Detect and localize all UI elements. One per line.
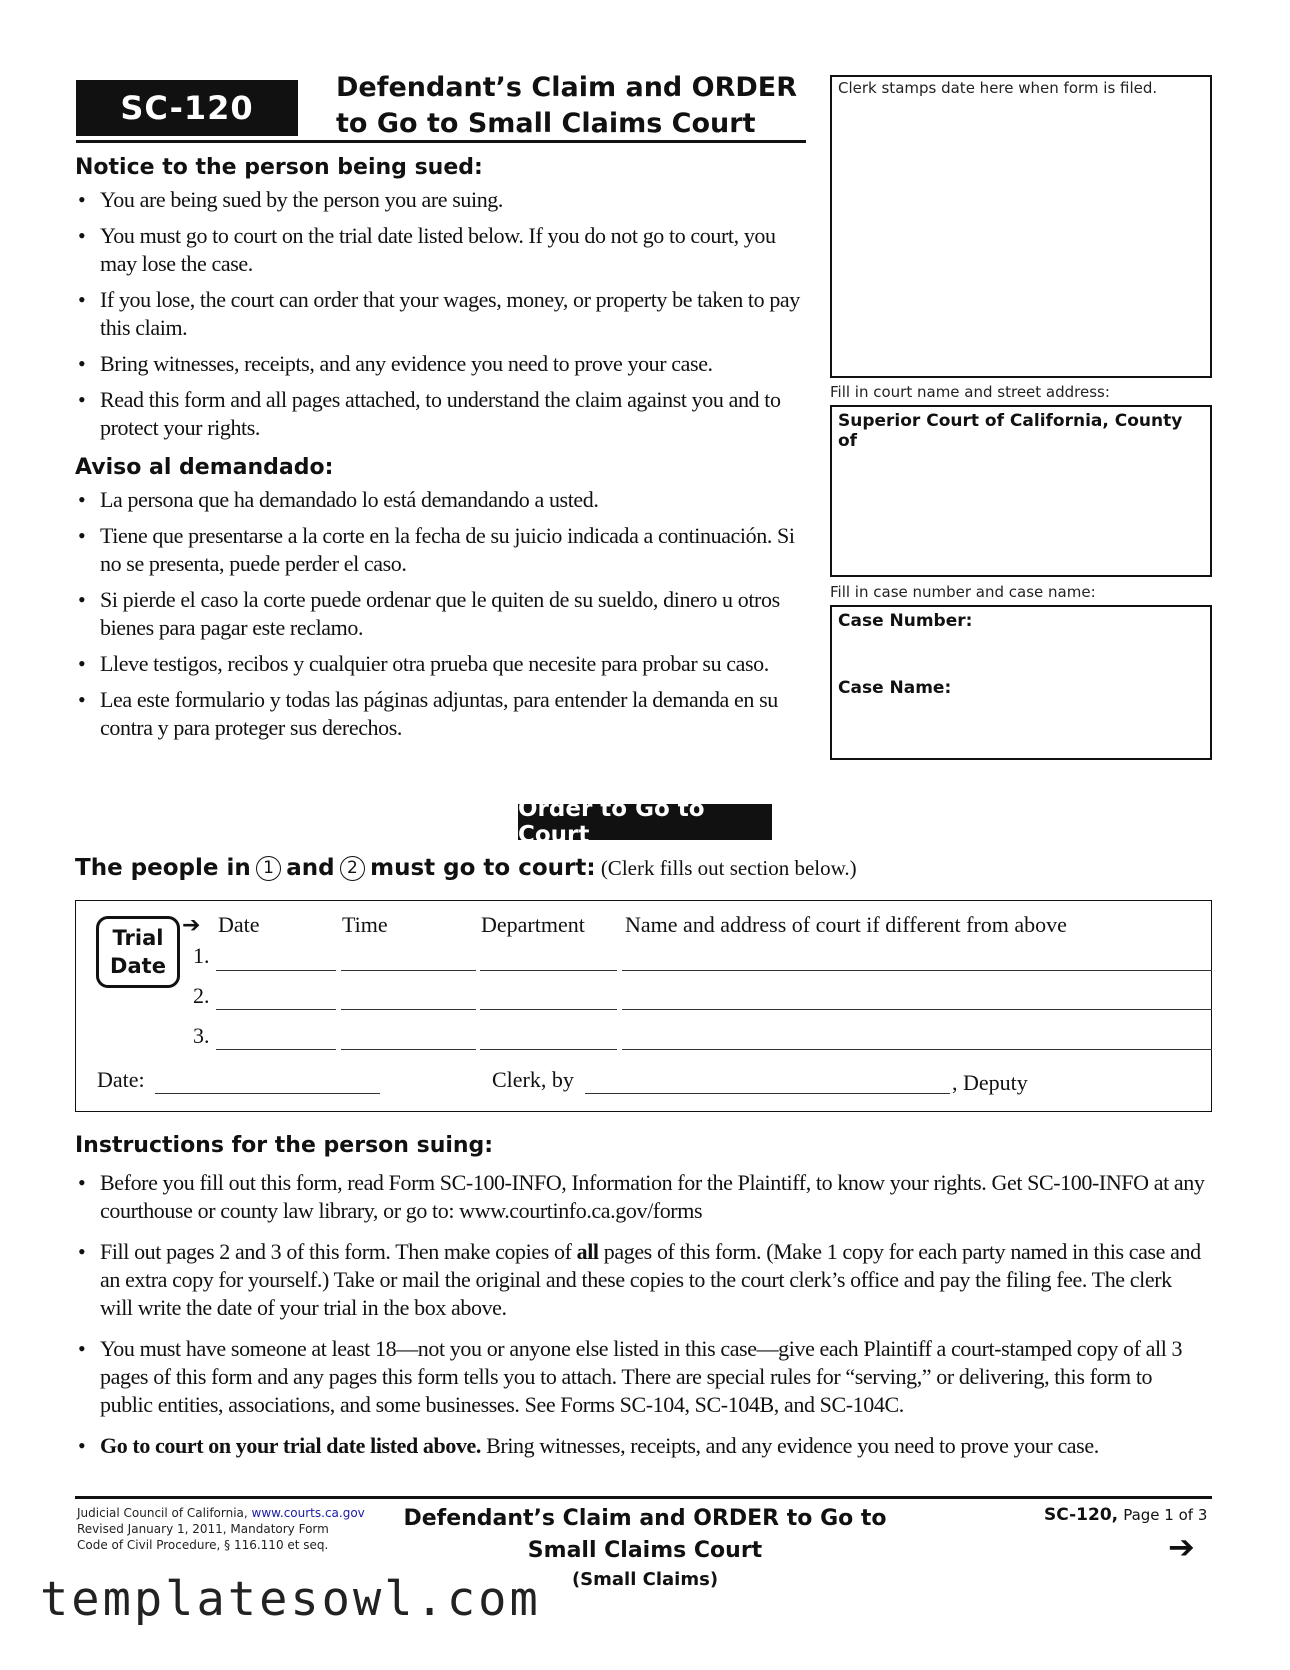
trial-address-input-1[interactable] <box>622 970 1212 971</box>
people-suffix: must go to court: <box>370 855 596 881</box>
footer-rule <box>75 1496 1212 1499</box>
case-name-label: Case Name: <box>838 678 952 698</box>
form-title <box>336 70 806 142</box>
footer-form-ref: SC-120, <box>1044 1505 1119 1525</box>
notice-spanish-list <box>75 486 815 742</box>
and-word: and <box>286 855 335 881</box>
trial-time-input-1[interactable] <box>341 970 476 971</box>
order-date-label: Date: <box>97 1067 145 1092</box>
item2-part-a: Fill out pages 2 and 3 of this form. Then make copies of <box>100 1239 572 1264</box>
trial-department-input-3[interactable] <box>480 1049 617 1050</box>
notice-english-heading: Notice to the person being sued: <box>75 155 483 180</box>
trial-time-input-2[interactable] <box>341 1009 476 1010</box>
list-item: • Si pierde el caso la corte puede ordenar que le quiten de su sueldo, dinero u otros bienes para pagar este reclamo. <box>75 586 815 642</box>
list-item <box>75 1238 1205 1322</box>
footer-title-line2: Small Claims Court <box>527 1538 763 1563</box>
trial-time-input-3[interactable] <box>341 1049 476 1050</box>
trial-department-input-1[interactable] <box>480 970 617 971</box>
list-item: • Read this form and all pages attached, to understand the claim against you and to protect your rights. <box>75 386 815 442</box>
trial-badge-line2: Date <box>110 954 166 978</box>
trial-badge-line1: Trial <box>112 926 164 950</box>
trial-date-input-3[interactable] <box>216 1049 336 1050</box>
list-item <box>75 1432 1205 1460</box>
column-date: Date <box>218 912 260 937</box>
case-name-field[interactable] <box>952 676 1207 706</box>
footer-website-link[interactable]: www.courts.ca.gov <box>251 1506 365 1520</box>
people-prefix: The people in <box>75 855 251 881</box>
trial-date-input-2[interactable] <box>216 1009 336 1010</box>
order-date-input[interactable] <box>155 1093 380 1094</box>
item4-rest: Bring witnesses, receipts, and any evidence you need to prove your case. <box>486 1433 1099 1458</box>
trial-address-input-2[interactable] <box>622 1009 1212 1010</box>
footer-council: Judicial Council of California, <box>77 1506 248 1520</box>
clerk-stamp-box <box>830 75 1212 378</box>
case-info-label: Fill in case number and case name: <box>830 583 1096 601</box>
clerk-signature-input[interactable] <box>585 1093 950 1094</box>
list-item: • You are being sued by the person you are suing. <box>75 186 815 214</box>
column-time: Time <box>342 912 388 937</box>
footer-citation <box>77 1505 365 1553</box>
order-title: Order to Go to Court <box>518 804 772 840</box>
instructions-heading: Instructions for the person suing: <box>75 1133 494 1158</box>
notice-spanish <box>75 455 815 750</box>
case-info-box <box>830 605 1212 760</box>
item4-bold: Go to court on your trial date listed above. <box>100 1433 482 1458</box>
court-prefill: Superior Court of California, County of <box>838 411 1183 451</box>
case-number-label: Case Number: <box>838 611 973 631</box>
arrow-right-icon: ➔ <box>182 913 201 938</box>
footer-title-line1: Defendant’s Claim and ORDER to Go to <box>403 1506 887 1531</box>
list-item: • You must go to court on the trial date listed below. If you do not go to court, you may lose the case. <box>75 222 815 278</box>
form-title-line1: Defendant’s Claim and ORDER <box>336 72 798 103</box>
instructions-list <box>75 1169 1205 1460</box>
notice-spanish-heading: Aviso al demandado: <box>75 455 334 480</box>
clerk-stamp-label: Clerk stamps date here when form is filed. <box>838 79 1158 97</box>
list-item: • Tiene que presentarse a la corte en la fecha de su juicio indicada a continuación. Si no se presenta, puede perder el caso. <box>75 522 815 578</box>
people-must-go-line <box>75 855 857 881</box>
row-number: 1. <box>193 943 210 968</box>
row-number: 2. <box>193 983 210 1008</box>
footer-code: Code of Civil Procedure, § 116.110 et seq. <box>77 1538 329 1552</box>
footer-page-number: Page 1 of 3 <box>1123 1506 1208 1524</box>
watermark: templatesowl.com <box>40 1572 541 1627</box>
title-rule <box>76 140 806 143</box>
court-name-field[interactable] <box>830 405 1212 577</box>
list-item: • La persona que ha demandado lo está demandando a usted. <box>75 486 815 514</box>
list-item: • Before you fill out this form, read Form SC-100-INFO, Information for the Plaintiff, to know your rights. Get SC-100-INFO at any courthouse or county law library, or go to: www.courtinfo.ca.gov/forms <box>75 1169 1205 1225</box>
list-item: • You must have someone at least 18—not you or anyone else listed in this case—give each Plaintiff a court-stamped copy of all 3 pages of this form and any pages this form tells you to attach. There are special rules for “serving,” or delivering, this form to public entities, associations, and some businesses. See Forms SC-104, SC-104B, and SC-104C. <box>75 1335 1205 1419</box>
footer-page-ref <box>1044 1505 1207 1525</box>
column-department: Department <box>481 912 585 937</box>
item2-part-b: pages of this form. (Make 1 copy for each party named in this case and an extra copy for yourself.) Take or mail the original and these copies to the court clerk’s office and pay the filing fee. The clerk will write the date of your trial in the box above. <box>100 1239 1201 1320</box>
form-number-badge: SC-120 <box>76 80 298 136</box>
trial-date-badge <box>96 916 180 988</box>
deputy-label: , Deputy <box>952 1070 1028 1095</box>
list-item: • Lleve testigos, recibos y cualquier otra prueba que necesite para probar su caso. <box>75 650 815 678</box>
footer-revised: Revised January 1, 2011, Mandatory Form <box>77 1522 329 1536</box>
court-name-label: Fill in court name and street address: <box>830 383 1110 401</box>
next-page-arrow-icon[interactable]: ➔ <box>1168 1528 1195 1566</box>
list-item: • Bring witnesses, receipts, and any evidence you need to prove your case. <box>75 350 815 378</box>
row-number: 3. <box>193 1023 210 1048</box>
notice-english-list <box>75 186 815 442</box>
trial-department-input-2[interactable] <box>480 1009 617 1010</box>
notice-english <box>75 155 815 450</box>
clerk-by-label: Clerk, by <box>492 1067 574 1092</box>
clerk-note: (Clerk fills out section below.) <box>600 856 857 880</box>
list-item: • Lea este formulario y todas las páginas adjuntas, para entender la demanda en su contra y para proteger sus derechos. <box>75 686 815 742</box>
circle-two: 2 <box>340 856 365 881</box>
trial-date-input-1[interactable] <box>216 970 336 971</box>
form-title-line2: to Go to Small Claims Court <box>336 108 756 139</box>
case-number-field[interactable] <box>972 609 1207 639</box>
column-court-address: Name and address of court if different from above <box>625 912 1067 937</box>
circle-one: 1 <box>256 856 281 881</box>
trial-address-input-3[interactable] <box>622 1049 1212 1050</box>
item2-bold: all <box>576 1239 599 1264</box>
list-item: • If you lose, the court can order that your wages, money, or property be taken to pay this claim. <box>75 286 815 342</box>
footer-subtitle: (Small Claims) <box>571 1569 719 1590</box>
